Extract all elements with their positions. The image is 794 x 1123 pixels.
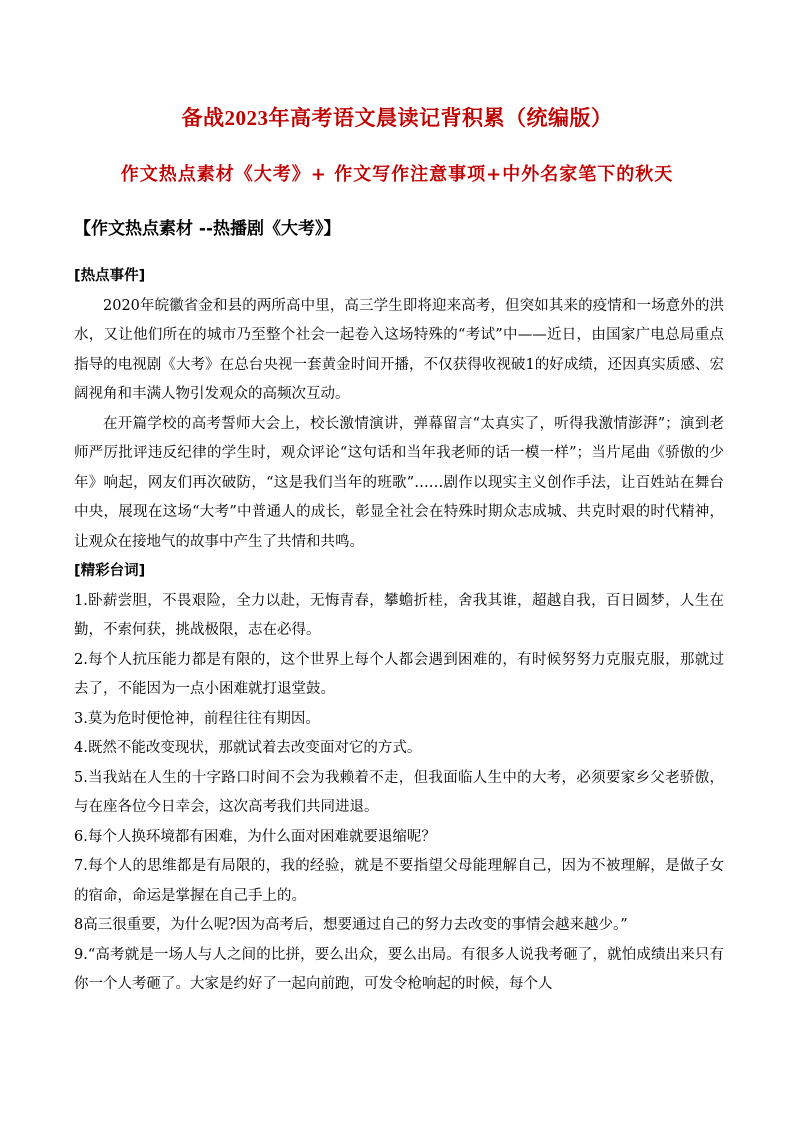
hot-event-label: [热点事件] xyxy=(74,268,146,284)
hot-event-paragraph: 在开篇学校的高考誓师大会上，校长激情演讲，弹幕留言“太真实了，听得我激情澎湃”；演到老师严厉批评违反纪律的学生时，观众评论“这句话和当年我老师的话一模一样”；当片尾曲《骄傲的少年》响起，网友们再次破防，“这是我们当年的班歌”……剧作以现实主义创作手法，让百姓站在舞台中央，展现在这场“大考”中普通人的成长，彰显全社会在特殊时期众志成城、共克时艰的时代精神，让观众在接地气的故事中产生了共情和共鸣。 xyxy=(74,415,724,550)
section-heading: 【作文热点素材 --热播剧《大考》】 xyxy=(74,219,341,239)
quote-item: 9.“高考就是一场人与人之间的比拼，要么出众，要么出局。有很多人说我考砸了，就怕成绩出来只有你一个人考砸了。大家是约好了一起向前跑，可发令枪响起的时候，每个人 xyxy=(74,946,724,992)
document-title: 备战2023年高考语文晨读记背积累（统编版） xyxy=(181,106,613,130)
quote-item: 3.莫为危时便怆神，前程往往有期因。 xyxy=(74,710,320,727)
document-body xyxy=(74,262,724,1000)
hot-event-paragraph: 2020年皖徽省金和县的两所高中里，高三学生即将迎来高考，但突如其来的疫情和一场意外的洪水，又让他们所在的城市乃至整个社会一起卷入这场特殊的“考试”中——近日，由国家广电总局重点指导的电视剧《大考》在总台央视一套黄金时间开播，不仅获得收视破1的好成绩，还因真实质感、宏阔视角和丰满人物引发观众的高频次互动。 xyxy=(74,297,724,402)
document-subtitle: 作文热点素材《大考》+ 作文写作注意事项+中外名家笔下的秋天 xyxy=(120,164,674,185)
quote-item: 2.每个人抗压能力都是有限的，这个世界上每个人都会遇到困难的，有时候努努力克服克服，那就过去了，不能因为一点小困难就打退堂鼓。 xyxy=(74,651,724,697)
quote-item: 6.每个人换环境都有困难，为什么面对困难就要退缩呢？ xyxy=(74,828,436,845)
quotes-label: [精彩台词] xyxy=(74,563,146,579)
quote-item: 4.既然不能改变现状，那就试着去改变面对它的方式。 xyxy=(74,740,422,756)
quote-item: 1.卧薪尝胆，不畏艰险，全力以赴，无悔青春，攀蟾折桂，舍我其谁，超越自我，百日圆梦，人生在勤，不索何获，挑战极限，志在必得。 xyxy=(74,592,724,638)
quote-item: 8高三很重要，为什么呢?因为高考后，想要通过自己的努力去改变的事情会越来越少。” xyxy=(74,917,628,933)
quote-item: 5.当我站在人生的十字路口时间不会为我赖着不走，但我面临人生中的大考，必须要家乡父老骄傲，与在座各位今日幸会，这次高考我们共同进退。 xyxy=(74,769,724,815)
quote-item: 7.每个人的思维都是有局限的，我的经验，就是不要指望父母能理解自己，因为不被理解，是做子女的宿命，命运是掌握在自己手上的。 xyxy=(74,858,724,904)
